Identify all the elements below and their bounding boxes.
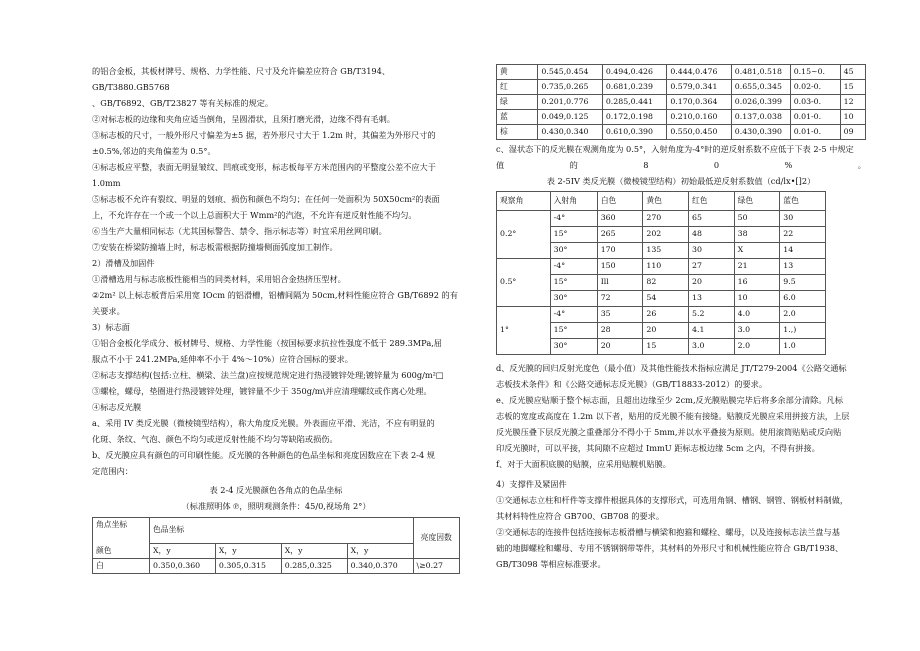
table-cell: 15° [550,322,597,338]
table-row [497,65,866,80]
table-cell: 0.02-0. [790,80,840,95]
table-2-4-xy: X，y [215,543,281,558]
table-cell: 27 [689,258,735,274]
para-c: c、湿状态下的反光膜在观测角度为 0.5°，入射角度为-4°时的逆反射系数不应低于下表 2-5 中规定 [496,144,854,154]
table-cell: 13 [780,258,826,274]
spaced-text: % [784,159,793,170]
paragraph-line: 志板的宽度或高度在 1.2m 以下者，贴用的反光膜不能有接缝。贴膜反光膜应采用拼接方法，上层 [496,410,850,421]
paragraph-line: 反光膜压叠下层反光膜之重叠部分不得小于 5mm,并以水平叠接为原则。使用滚筒贴贴或反向贴 [496,426,842,437]
table-cell: 0.340,0.370 [347,558,413,573]
table-cell: 22 [780,226,826,242]
table-cell-observation: 0.2° [497,210,551,258]
table-cell: 20 [597,338,643,354]
paragraph-line: 定范围内： [92,465,133,476]
table-cell: 1.0 [780,338,826,354]
table-header-cell: 入射角 [550,191,597,210]
table-cell: 0.210,0.160 [667,110,731,125]
table-cell: 45 [840,65,865,80]
table-2-4-xy: X，y [150,543,216,558]
table-cell: 30° [550,290,597,306]
table-cell: 202 [643,226,689,242]
table-cell: 150 [597,258,643,274]
table-2-4 [92,517,460,574]
table-cell: 10 [734,290,780,306]
table-cell: 15 [840,80,865,95]
table-cell: 0.444,0.476 [667,65,731,80]
table-cell: 30° [550,338,597,354]
table-cell: 20 [689,274,735,290]
table-cell: 红 [497,80,538,95]
table-cell: 0.170,0.364 [667,95,731,110]
table-cell: 0.137,0.038 [731,110,790,125]
table-cell: 26 [643,306,689,322]
table-cell: 0.285,0.325 [281,558,347,573]
table-cell: 270 [643,210,689,226]
table-cell: 0.430,0.340 [538,125,602,140]
paragraph-line: 服点不小于 241.2MPa,延伸率不小于 4%～10%）应符合国标的要求。 [92,353,353,364]
table-cell: 0.03-0. [790,95,840,110]
table-cell: 1.,) [780,322,826,338]
paragraph-line: 关要求。 [92,305,125,316]
table-cell: 0.01-0. [790,110,840,125]
table-cell: 30 [689,242,735,258]
table-cell: \≥0.27 [413,558,460,573]
table-cell: 65 [689,210,735,226]
table-cell: 0.01-0. [790,125,840,140]
table-cell: 21 [734,258,780,274]
paragraph-line: 2）滑槽及加固件 [92,257,155,268]
table-cell: X [734,242,780,258]
paragraph-line: 础的地脚螺栓和螺母、专用不锈钢钢带等件，其材料的外形尺寸和机械性能应符合 GB/T1938、 [496,542,844,553]
paragraph-line: 化斑、条纹、气泡、颜色不均匀或逆反射性能不均匀等缺陷或损伤。 [92,433,338,444]
paragraph-line: f、对于大面积底膜的贴膜，应采用贴膜机贴膜。 [496,458,671,469]
right-column [496,64,866,573]
table-cell: 5.2 [689,306,735,322]
paragraph-line: 其材料特性应符合 GB700、GB708 的要求。 [496,510,665,521]
table-cell: 14 [780,242,826,258]
table-header-cell: 蓝色 [780,191,826,210]
paragraph-line: b、反光膜应具有颜色的可印刷性能。反光膜的各种颜色的色品坐标和亮度因数应在下表 2-4 规 [92,449,435,460]
table-2-4-caption: 表 2-4 反光膜颜色各角点的色品坐标 [209,484,343,495]
table-row [497,258,826,274]
table-2-4-xy: X，y [347,543,413,558]
paragraph-line: 印反光膜时，可以平接，其间隙不应超过 ImmU 距标志板边缘 5cm 之内，不得有拼接。 [496,442,820,453]
table-cell: 9.5 [780,274,826,290]
table-cell: 0.579,0.341 [667,80,731,95]
table-cell: 30 [780,210,826,226]
table-cell: 16 [734,274,780,290]
table-cell: 黄 [497,65,538,80]
table-row [497,125,866,140]
table-2-5-caption: 表 2-5IV 类反光膜（微棱镜型结构）初始最低逆反射系数值（cd/lx•[]2） [546,175,816,186]
table-header-cell: 观察角 [497,191,551,210]
table-cell: 0.550,0.450 [667,125,731,140]
paragraph-line: ⑦安装在桥梁防撞墙上时，标志板需根据防撞墙侧面弧度加工制作。 [92,241,338,252]
table-cell: 0.545,0.454 [538,65,602,80]
table-cell: 15° [550,274,597,290]
table-cell: -4° [550,258,597,274]
table-row [497,306,826,322]
paragraph-line: ④标志板应平整，表面无明显皱纹、凹痕或变形，标志板每平方米范围内的平整度公差不应大于 [92,161,436,172]
table-cell: 54 [643,290,689,306]
paragraph-line: ⑤标志板不允许有裂纹、明显的划痕、损伤和颜色不均匀；在任何一处面积为 50X50cm²的表面 [92,193,440,204]
table-2-4-header-chroma: 色品坐标 [150,517,414,543]
spaced-text: 值 [496,159,505,170]
table-cell: 0.494,0.426 [602,65,666,80]
table-cell: 82 [643,274,689,290]
table-cell: 0.735,0.265 [538,80,602,95]
paragraph-line: 、GB/T6892、GB/T23827 等有关标准的规定。 [92,97,274,108]
table-cell: 12 [840,95,865,110]
left-paragraphs [92,64,460,480]
table-cell: 0.655,0.345 [731,80,790,95]
paragraph-line: a、采用 IV 类反光膜（微棱镜型结构），称大角度反光膜。外表面应平滑、光洁，不应有明显的 [92,417,435,428]
table-cell-observation: 0.5° [497,258,551,306]
paragraph-line: ②交通标志的连接件包括连接标志板滑槽与横梁和抱箍和螺栓、螺母，以及连接标志法兰盘与基 [496,526,840,537]
paragraph-line: 的铝合金板，其板材牌号、规格、力学性能、尺寸及允许偏差应符合 GB/T3194、GB/T3880.GB5768 [92,66,391,92]
paragraph-line: ⑥当生产大量相同标志（尤其国标警告、禁令、指示标志等）时宜采用丝网印刷。 [92,225,387,236]
table-cell: 0.610,0.390 [602,125,666,140]
table-cell: 白 [93,558,150,573]
paragraph-line: 3）标志面 [92,321,130,332]
table-cell: 0.15~0. [790,65,840,80]
table-cell: -4° [550,210,597,226]
table-2-4-continued [496,64,866,140]
table-cell: 0.049,0.125 [538,110,602,125]
spaced-text: 。 [857,159,866,170]
table-2-4-header-corner: 角点坐标 颜色 [93,517,150,558]
table-cell: 38 [734,226,780,242]
table-cell: 0.201,0.776 [538,95,602,110]
table-cell: 13 [689,290,735,306]
table-row [497,210,826,226]
spaced-text: 的 [569,159,578,170]
paragraph-line: ①滑槽选用与标志底板性能相当的同类材料，采用铝合金热挤压型材。 [92,273,346,284]
paragraph-line: ③螺栓，螺母，垫圈进行热浸镀锌处理，镀锌量不少于 350g/m\并应清理螺纹或作离心处理。 [92,385,432,396]
table-cell: 0.681,0.239 [602,80,666,95]
table-cell: 15 [643,338,689,354]
table-cell: 0.481,0.518 [731,65,790,80]
table-cell: 265 [597,226,643,242]
paragraph-line: ①铝合金板化学成分、板材牌号、规格、力学性能（按国标要求抗拉性强度不低于 289.3MPa,屈 [92,337,442,348]
table-cell: 135 [643,242,689,258]
table-cell: 6.0 [780,290,826,306]
table-cell: 0.350,0.360 [150,558,216,573]
table-cell: -4° [550,306,597,322]
table-cell: 蓝 [497,110,538,125]
table-header-cell: 白色 [597,191,643,210]
table-header-cell: 红色 [689,191,735,210]
table-cell-observation: 1° [497,306,551,354]
table-cell: 2.0 [780,306,826,322]
table-row [497,95,866,110]
table-cell: 2.0 [734,338,780,354]
table-2-4-header-luminance: 亮度因数 [413,517,460,558]
table-cell: 48 [689,226,735,242]
table-cell: Ill [597,274,643,290]
paragraph-line: d、反光膜的回归反射光度色（最小值）及其他性能技术指标应满足 JT/T279-2004《公路交通标 [496,362,847,373]
table-cell: 10 [840,110,865,125]
spaced-text: 8 [643,159,649,170]
table-cell: 15° [550,226,597,242]
table-cell: 28 [597,322,643,338]
spaced-text: 0 [713,159,720,170]
table-row [497,110,866,125]
paragraph-line: GB/T3098 等相应标准要求。 [496,558,606,569]
table-cell: 3.0 [689,338,735,354]
table-cell: 4.0 [734,306,780,322]
para-c-line2 [496,158,866,174]
paragraph-line: 志板技术条件》和《公路交通标志反光膜》（GB/T18833-2012）的要求。 [496,378,768,389]
table-2-4-note: （标准照明体 ℗，照明观测条件：45/0,视场角 2°） [181,500,371,511]
table-header-row [497,191,826,210]
table-cell: 棕 [497,125,538,140]
table-cell: 20 [643,322,689,338]
table-cell: 0.172,0.198 [602,110,666,125]
right-paragraphs [496,361,866,573]
paragraph-line: ②对标志板的边缘和夹角应适当倒角，呈圆滑状，且须打磨光滑，边缘不得有毛刺。 [92,113,395,124]
paragraph-line: ④标志反光膜 [92,401,142,412]
paragraph-line: ②标志支撑结构(包括:立柱、横梁、法兰盘)应按规范规定进行热浸镀锌处理;镀锌量为 600g/m²□ [92,369,444,380]
table-cell: 30° [550,242,597,258]
paragraph-line: ①交通标志立柱和杆件等支撑件根据具体的支撑形式，可选用角钢、槽钢、钢管、钢板材料制做， [496,494,849,505]
left-column [92,64,460,574]
paragraph-line: 上，不允许存在一个或一个以上总面积大于 Wmm²的汽泡，不允许有逆反射性能不均匀。 [92,209,417,220]
table-header-cell: 绿色 [734,191,780,210]
table-2-5 [496,191,826,355]
table-cell: 0.026,0.399 [731,95,790,110]
table-row [497,80,866,95]
table-cell: 50 [734,210,780,226]
table-header-cell: 黄色 [643,191,689,210]
table-cell: 4.1 [689,322,735,338]
table-cell: 09 [840,125,865,140]
table-cell: 绿 [497,95,538,110]
table-cell: 170 [597,242,643,258]
paragraph-line: ±0.5%,邻边的夹角偏差为 0.5°。 [92,145,216,156]
table-cell: 360 [597,210,643,226]
paragraph-line: ③标志板的尺寸，一般外形尺寸偏差为±5 据，若外形尺寸大于 1.2m 时，其偏差为外形尺寸的 [92,129,436,140]
table-2-4-xy: X，y [281,543,347,558]
paragraph-line: 4）支撑件及紧固件 [496,478,567,489]
table-cell: 0.430,0.390 [731,125,790,140]
table-row [93,558,460,573]
table-cell: 0.285,0.441 [602,95,666,110]
table-cell: 72 [597,290,643,306]
table-cell: 3.0 [734,322,780,338]
paragraph-line: e、反光膜应贴顺于整个标志面，且超出边缘至少 2cm,反光膜贴膜完毕后将多余部分清除。凡标 [496,394,843,405]
paragraph-line: ②2m² 以上标志板背后采用宽 IOcm 的铝滑槽，铝槽间隔为 50cm,材料性能应符合 GB/T6892 的有 [92,289,458,300]
table-cell: 35 [597,306,643,322]
table-cell: 110 [643,258,689,274]
paragraph-line: 1.0mm [92,177,121,188]
table-cell: 0.305,0.315 [215,558,281,573]
